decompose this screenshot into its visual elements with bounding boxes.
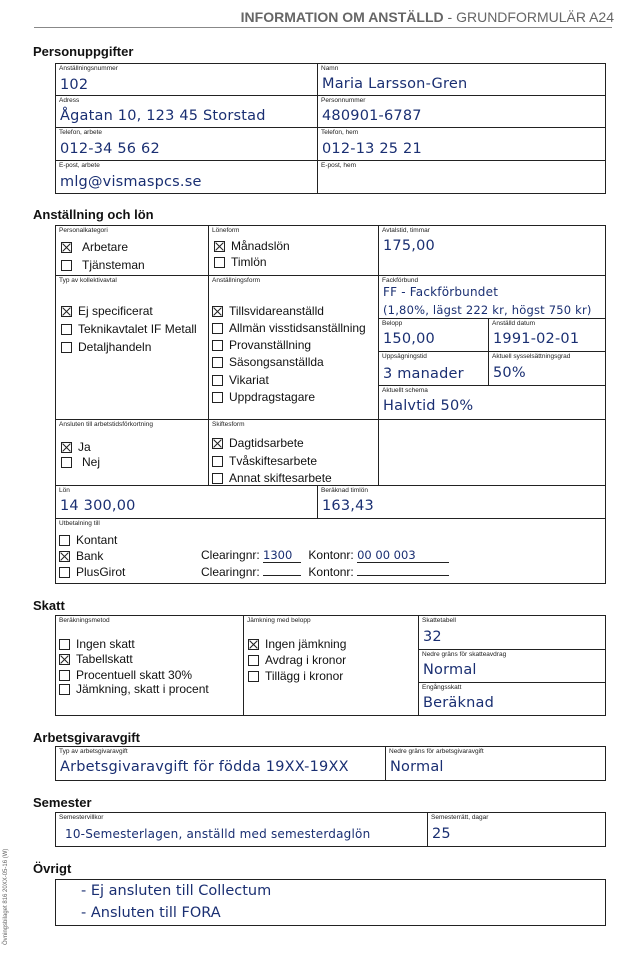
- agreed-hours-field[interactable]: Avtalstid, timmar 175,00: [378, 225, 606, 276]
- employee-number-field[interactable]: Anställningsnummer 102: [55, 63, 318, 96]
- checkbox-ingen-skatt[interactable]: [59, 639, 70, 650]
- option-nej[interactable]: Nej: [61, 455, 100, 469]
- section-title-employer-fee: Arbetsgivaravgift: [33, 730, 140, 745]
- hourly-field[interactable]: Beräknad timlön 163,43: [317, 485, 606, 519]
- checkbox-uppdragstagare[interactable]: [212, 392, 223, 403]
- vacation-terms-value: 10-Semesterlagen, anställd med semesterdaglön: [65, 827, 371, 841]
- option-procentuell[interactable]: Procentuell skatt 30%: [59, 668, 192, 682]
- checkbox-jamkning-procent[interactable]: [59, 684, 70, 695]
- option-sasong[interactable]: Säsongsanställda: [212, 355, 324, 369]
- union-detail: (1,80%, lägst 222 kr, högst 750 kr): [383, 303, 592, 317]
- phone-home-field[interactable]: Telefon, hem 012-13 25 21: [317, 127, 606, 161]
- tax-table-field[interactable]: Skattetabell 32: [418, 615, 606, 650]
- section-title-vacation: Semester: [33, 795, 92, 810]
- address-value: Ågatan 10, 123 45 Storstad: [60, 108, 266, 124]
- checkbox-annat-skift[interactable]: [212, 473, 223, 484]
- option-plusgirot[interactable]: PlusGirot: [59, 565, 125, 579]
- checkbox-teknikavtalet[interactable]: [61, 324, 72, 335]
- option-provanstallning[interactable]: Provanställning: [212, 338, 311, 352]
- email-work-value: mlg@vismaspcs.se: [60, 174, 202, 190]
- option-ej-specificerat[interactable]: Ej specificerat: [61, 304, 153, 318]
- shift-group: Skiftesform Dagtidsarbete Tvåskiftesarbete Annat skiftesarbete: [208, 419, 379, 486]
- phone-work-field[interactable]: Telefon, arbete 012-34 56 62: [55, 127, 318, 161]
- option-avdrag[interactable]: Avdrag i kronor: [248, 653, 346, 667]
- header-divider: [34, 27, 612, 28]
- checkbox-vikariat[interactable]: [212, 375, 223, 386]
- checkbox-provanstallning[interactable]: [212, 340, 223, 351]
- schedule-field[interactable]: Aktuellt schema Halvtid 50%: [378, 385, 606, 420]
- option-manadslon[interactable]: Månadslön: [214, 239, 290, 253]
- address-field[interactable]: Adress Ågatan 10, 123 45 Storstad: [55, 95, 318, 128]
- personal-number-field[interactable]: Personnummer 480901-6787: [317, 95, 606, 128]
- checkbox-ja[interactable]: [61, 442, 72, 453]
- checkbox-tabellskatt[interactable]: [59, 654, 70, 665]
- checkbox-tvaskift[interactable]: [212, 456, 223, 467]
- phone-home-value: 012-13 25 21: [322, 141, 422, 157]
- name-field[interactable]: Namn Maria Larsson-Gren: [317, 63, 606, 96]
- option-vikariat[interactable]: Vikariat: [212, 373, 269, 387]
- employer-fee-type-field[interactable]: Typ av arbetsgivaravgift Arbetsgivaravgift för födda 19XX-19XX: [55, 746, 386, 781]
- section-title-tax: Skatt: [33, 598, 65, 613]
- other-line-2: - Ansluten till FORA: [81, 905, 221, 921]
- schedule-value: Halvtid 50%: [383, 398, 474, 414]
- tax-lower-limit-value: Normal: [423, 662, 477, 678]
- name-value: Maria Larsson-Gren: [322, 76, 468, 92]
- option-tillagg[interactable]: Tillägg i kronor: [248, 669, 343, 683]
- pay-form-group: Löneform Månadslön Timlön: [208, 225, 379, 276]
- vacation-terms-field[interactable]: Semestervillkor 10-Semesterlagen, anställd med semesterdaglön: [55, 812, 428, 847]
- section-title-employment: Anställning och lön: [33, 207, 154, 222]
- clearing-value[interactable]: 1300: [263, 548, 301, 563]
- checkbox-timlon[interactable]: [214, 257, 225, 268]
- option-jamkning-procent[interactable]: Jämkning, skatt i procent: [59, 682, 209, 696]
- option-tjansteman[interactable]: Tjänsteman: [61, 258, 145, 272]
- checkbox-ej-specificerat[interactable]: [61, 306, 72, 317]
- phone-work-value: 012-34 56 62: [60, 141, 160, 157]
- employed-date-value: 1991-02-01: [493, 331, 580, 347]
- other-notes[interactable]: [55, 879, 606, 926]
- email-work-field[interactable]: E-post, arbete mlg@vismaspcs.se: [55, 160, 318, 194]
- salary-field[interactable]: Lön 14 300,00: [55, 485, 318, 519]
- one-time-tax-value: Beräknad: [423, 695, 494, 711]
- tax-adjustment-group: Jämkning med belopp Ingen jämkning Avdrag i kronor Tillägg i kronor: [243, 615, 419, 716]
- checkbox-detaljhandeln[interactable]: [61, 342, 72, 353]
- option-allman-visstid[interactable]: Allmän visstidsanställning: [212, 321, 366, 335]
- checkbox-arbetare[interactable]: [61, 242, 72, 253]
- option-ingen-skatt[interactable]: Ingen skatt: [59, 637, 135, 651]
- checkbox-ingen-jamkning[interactable]: [248, 639, 259, 650]
- option-uppdragstagare[interactable]: Uppdragstagare: [212, 390, 315, 404]
- reduction-group: Ansluten till arbetstidsförkortning Ja Nej: [55, 419, 209, 486]
- account-value[interactable]: 00 00 003: [357, 548, 449, 563]
- checkbox-plusgirot[interactable]: [59, 567, 70, 578]
- checkbox-dagtid[interactable]: [212, 438, 223, 449]
- tax-lower-limit-field[interactable]: Nedre gräns för skatteavdrag Normal: [418, 649, 606, 683]
- vacation-days-value: 25: [432, 826, 451, 842]
- checkbox-procentuell[interactable]: [59, 670, 70, 681]
- tax-table-value: 32: [423, 629, 442, 645]
- section-title-personal: Personuppgifter: [33, 44, 134, 59]
- personnel-category-group: Personalkategori Arbetare Tjänsteman: [55, 225, 209, 276]
- clearing-empty[interactable]: [263, 563, 301, 576]
- option-tabellskatt[interactable]: Tabellskatt: [59, 652, 133, 666]
- salary-value: 14 300,00: [60, 498, 136, 514]
- option-timlon[interactable]: Timlön: [214, 255, 267, 269]
- bank-account-row-1: Clearingnr: 1300 Kontonr: 00 00 003: [201, 548, 449, 563]
- bank-account-row-2: Clearingnr: Kontonr:: [201, 563, 449, 579]
- employer-fee-limit-field[interactable]: Nedre gräns för arbetsgivaravgift Normal: [385, 746, 606, 781]
- option-ingen-jamkning[interactable]: Ingen jämkning: [248, 637, 346, 651]
- option-ja[interactable]: Ja: [61, 440, 91, 454]
- option-kontant[interactable]: Kontant: [59, 533, 117, 547]
- checkbox-nej[interactable]: [61, 457, 72, 468]
- section-title-other: Övrigt: [33, 861, 72, 876]
- other-line-1: - Ej ansluten till Collectum: [81, 883, 272, 899]
- agreed-hours-value: 175,00: [383, 238, 435, 254]
- checkbox-allman-visstid[interactable]: [212, 323, 223, 334]
- amount-value: 150,00: [383, 331, 435, 347]
- option-detaljhandeln[interactable]: Detaljhandeln: [61, 340, 151, 354]
- option-tillsvidare[interactable]: Tillsvidareanställd: [212, 304, 324, 318]
- employment-rate-field[interactable]: Aktuell sysselsättningsgrad 50%: [488, 351, 606, 386]
- option-tvaskift[interactable]: Tvåskiftesarbete: [212, 454, 317, 468]
- email-home-field[interactable]: E-post, hem: [317, 160, 606, 194]
- option-bank[interactable]: Bank: [59, 549, 103, 563]
- empty-cell: [378, 419, 606, 486]
- checkbox-bank[interactable]: [59, 551, 70, 562]
- hourly-value: 163,43: [322, 498, 374, 514]
- employer-fee-type-value: Arbetsgivaravgift för födda 19XX-19XX: [60, 759, 349, 775]
- checkbox-tillsvidare[interactable]: [212, 306, 223, 317]
- checkbox-sasong[interactable]: [212, 357, 223, 368]
- employment-rate-value: 50%: [493, 365, 526, 381]
- checkbox-avdrag[interactable]: [248, 655, 259, 666]
- option-annat-skift[interactable]: Annat skiftesarbete: [212, 471, 332, 485]
- payout-group: Utbetalning till Kontant Bank PlusGirot Clearingnr: 1300 Kontonr: 00 00 003 Clearingnr: Kontonr:: [55, 518, 606, 584]
- union-field[interactable]: Fackförbund FF - Fackförbundet (1,80%, lägst 222 kr, högst 750 kr): [378, 275, 606, 319]
- form-title: INFORMATION OM ANSTÄLLD - GRUNDFORMULÄR A24: [240, 9, 614, 25]
- employer-fee-limit-value: Normal: [390, 759, 444, 775]
- vacation-days-field[interactable]: Semesterrätt, dagar 25: [427, 812, 606, 847]
- one-time-tax-field[interactable]: Engångsskatt Beräknad: [418, 682, 606, 716]
- employee-number-value: 102: [60, 77, 89, 93]
- checkbox-manadslon[interactable]: [214, 241, 225, 252]
- option-teknikavtalet[interactable]: Teknikavtalet IF Metall: [61, 322, 197, 336]
- employment-form-group: Anställningsform Tillsvidareanställd Allmän visstidsanställning Provanställning Säsongsanställda Vikariat Uppdragstagare: [208, 275, 379, 420]
- agreement-type-group: Typ av kollektivavtal Ej specificerat Teknikavtalet IF Metall Detaljhandeln: [55, 275, 209, 420]
- checkbox-tjansteman[interactable]: [61, 260, 72, 271]
- option-arbetare[interactable]: Arbetare: [61, 240, 128, 254]
- union-value: FF - Fackförbundet: [383, 285, 499, 299]
- checkbox-kontant[interactable]: [59, 535, 70, 546]
- form-subtitle: - GRUNDFORMULÄR A24: [443, 9, 614, 25]
- notice-field[interactable]: Uppsägningstid 3 manader: [378, 351, 489, 386]
- amount-field[interactable]: Belopp 150,00: [378, 318, 489, 352]
- notice-value: 3 manader: [383, 366, 464, 382]
- tax-method-group: Beräkningsmetod Ingen skatt Tabellskatt Procentuell skatt 30% Jämkning, skatt i procent: [55, 615, 244, 716]
- account-empty[interactable]: [357, 563, 449, 576]
- personal-number-value: 480901-6787: [322, 108, 422, 124]
- option-dagtid[interactable]: Dagtidsarbete: [212, 436, 304, 450]
- checkbox-tillagg[interactable]: [248, 671, 259, 682]
- employed-date-field[interactable]: Anställd datum 1991-02-01: [488, 318, 606, 352]
- side-note: Övningsbilaget 816 20XX-05-16 (W): [3, 848, 9, 945]
